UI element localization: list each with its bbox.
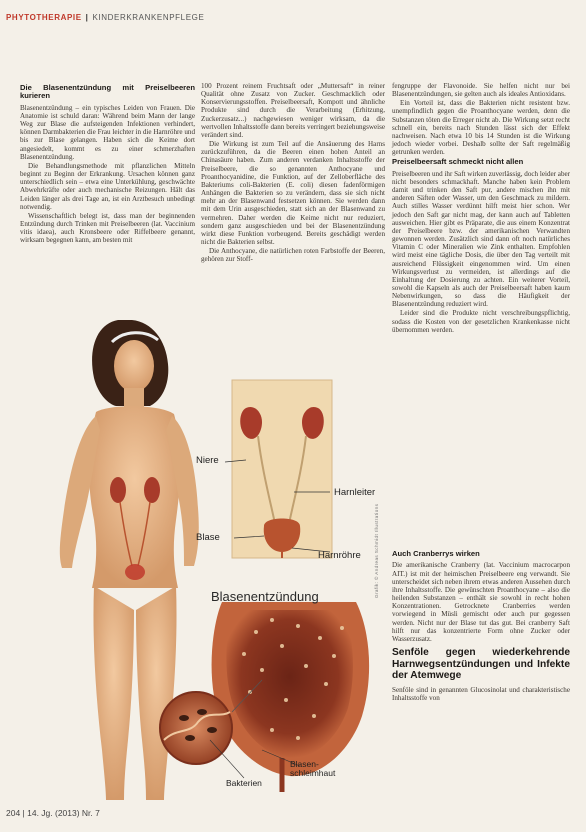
article-heading: Die Blasenentzündung mit Preiselbeeren kurieren bbox=[20, 83, 195, 101]
column-3-lower bbox=[392, 548, 570, 703]
label-blase: Blase bbox=[196, 532, 220, 543]
header-separator: | bbox=[85, 12, 89, 22]
paragraph: Die amerikanische Cranberry (lat. Vaccinium macrocarpon AIT.) ist mit der heimischen Preiselbeere eng verwandt. Sie unterscheidet sich neben ihrem etwas anderen Aussehen durch ihre Inhaltsstoffe. Die gewünschten Proanthocyane – also die heilenden Substanzen – enthält sie sowohl in recht hohen Konzentrationen. Getrocknete Cranberries werden vorwiegend in Müsli gemischt oder auch pur gegessen werden. Nicht nur der Blase tut das gut. Bei cranberry Saft hilft nur das konzentrierte Form ohne Zucker oder Wasserzusatz. bbox=[392, 561, 570, 643]
paragraph: Die Behandlungsmethode mit pflanzlichen Mitteln beginnt zu Beginn der Erkrankung. Ursachen können ganz unterschiedlich sein – etwa eine Unterkühlung, geschwächte Abwehrkräfte oder auch mechanische Reizungen. Hält das Leiden länger als drei Tage an, ist ein Arztbesuch unbedingt notwendig. bbox=[20, 161, 195, 211]
section-heading-preiselbeersaft: Preiselbeersaft schmeckt nicht allen bbox=[392, 157, 524, 167]
label-niere: Niere bbox=[196, 455, 219, 466]
paragraph: Ein Vorteil ist, dass die Bakterien nicht resistent bzw. unempfindlich gegen die Proanthocyane werden, denn die Substanzen töten die Erreger nicht ab. Die Wirkung setzt recht schnell ein, bereits nach Stunden lässt sich der Effekt nachweisen. Nach etwa 10 bis 14 Stunden ist die Wirkung jedoch wieder vorbei. Deshalb sollte der Saft regelmäßig getrunken werden. bbox=[392, 99, 570, 157]
label-schleimhaut-line-2: schleimhaut bbox=[290, 768, 336, 778]
organ-diagram-panel bbox=[232, 380, 332, 558]
section-heading-senfoele: Senföle gegen wiederkehrende Harnwegsentzündungen und Infekte der Atemwege bbox=[392, 646, 570, 682]
paragraph: Preiselbeeren und ihr Saft wirken zuverlässig, doch leider aber nicht besonders schmackhaft. Manche haben kein Problem damit und trinken den Saft pur, andere mischen ihn mit anderen Säften oder Wasser, um den Geschmack zu mildern. Auch stilles Wasser verdünnt hilft meist hier schon. Wer jedoch den Saft gar nicht mag, der kann auch auf Tabletten ausweichen. Hier gibt es Präparate, die aus einem Konzentrat der Preiselbeere bzw. der amerikanischen Verwandten gewonnen werden. Zusätzlich sind dann oft noch natürliches Vitamin C oder Mineralien wie Zink enthalten. Empfohlen wird meist eine tägliche Dosis, die über den Tag verteilt mit ausreichend Flüssigkeit eingenommen wird. Um einen Wirkungsverlust zu vermeiden, ist allerdings auf die Einhaltung der Dosierung zu achten. Ein weiterer Vorteil, sowohl die Kapseln als auch der Preiselbeersaft haben kaum Nebenwirkungen, so dass die Häufigkeit der Blasenentzündung reduziert wird. bbox=[392, 169, 570, 309]
paragraph: Wissenschaftlich belegt ist, dass man der beginnenden Entzündung durch Trinken mit Preiselbeeren (lat. Vaccinium vitis idaea), auch Kronsbeere oder Riffelbeere genannt, wirksam begegnen kann, am besten mit bbox=[20, 211, 195, 245]
paragraph: Die Wirkung ist zum Teil auf die Ansäuerung des Harns zurückzuführen, da die Beeren einen hohen Anteil an Chinasäure haben. Zum anderen verdanken Inhaltsstoffe der Preiselbeere, die so genannten Anthocyane und Proanthocyanidine, die Funktion, auf der Zelloberfläche des Bakteriums coli-Bakterien (E. coli) diesen fadenförmigen Anhängen die Bakterien so zu verändern, dass sie sich nicht mehr an der Blasenwand festsetzen können. Sie werden dann mit dem Urin ausgeschieden, statt sich an der Blasenwand zu vermehren. Daher werden die Keime nicht nur reduziert, sondern ganz ausgeschieden und bei der Blasenentzündung wirkt diese Funktion vorbeugend. Bereits geschädigt werden nicht die Bakterien selbst. bbox=[201, 140, 385, 246]
label-bakterien: Bakterien bbox=[226, 778, 262, 788]
label-harnroehre: Harnröhre bbox=[318, 550, 361, 561]
paragraph: Die Anthocyane, die natürlichen roten Farbstoffe der Beeren, gehören zur Stoff- bbox=[201, 247, 385, 264]
section-heading-cranberrys: Auch Cranberrys wirken bbox=[392, 549, 480, 558]
paragraph: Leider sind die Produkte nicht verschreibungspflichtig, sodass die Kosten von der gesetzlichen Krankenkasse nicht übernommen werden. bbox=[392, 309, 570, 334]
label-harnleiter: Harnleiter bbox=[334, 487, 376, 498]
illustration-title: Blasenentzündung bbox=[211, 589, 319, 604]
illustration-credit: Grafik: © Andreas Schmidt Illustrations bbox=[374, 503, 379, 598]
subsection-label: KINDERKRANKENPFLEGE bbox=[92, 12, 205, 22]
column-3 bbox=[392, 82, 570, 335]
page-footer: 204 | 14. Jg. (2013) Nr. 7 bbox=[6, 808, 100, 818]
column-1 bbox=[20, 82, 195, 245]
paragraph: fengruppe der Flavonoide. Sie helfen nicht nur bei Blasenentzündungen, sie gelten auch als ideales Antioxidans. bbox=[392, 82, 570, 99]
paragraph: Blasenentzündung – ein typisches Leiden von Frauen. Die Anatomie ist schuld daran: Während beim Mann der lange Weg zur Blase die aufsteigenden Infektionen verhindert, können Darmbakterien die Frau leichter in die Harnröhre und bis zur Blase gelangen. Haben sich die Keime dort angesiedelt, kommt es zu einer schmerzhaften Blasenentzündung. bbox=[20, 103, 195, 161]
page-header bbox=[6, 10, 580, 24]
label-schleimhaut-line-1: Blasen- bbox=[290, 759, 319, 769]
label-blasenschleimhaut bbox=[290, 760, 335, 778]
paragraph: 100 Prozent reinem Fruchtsaft oder „Muttersaft“ in reiner Qualität ohne Zusatz von Zucker. Geschmacklich oder Konservierungsstoffen. Preiselbeersaft, Kompott und ähnliche Produkte sind durch die Verarbeitung (Erhitzung, Zuckerzusatz...) nachgewiesen weniger wirksam, da die wertvollen Inhaltsstoffe dann bereits verringert beziehungsweise verändert sind. bbox=[201, 82, 385, 139]
section-label: PHYTOTHERAPIE bbox=[6, 12, 82, 22]
paragraph: Senföle sind in genannten Glucosinolat und charakteristische Inhaltsstoffe von bbox=[392, 685, 570, 702]
column-2 bbox=[201, 82, 385, 264]
